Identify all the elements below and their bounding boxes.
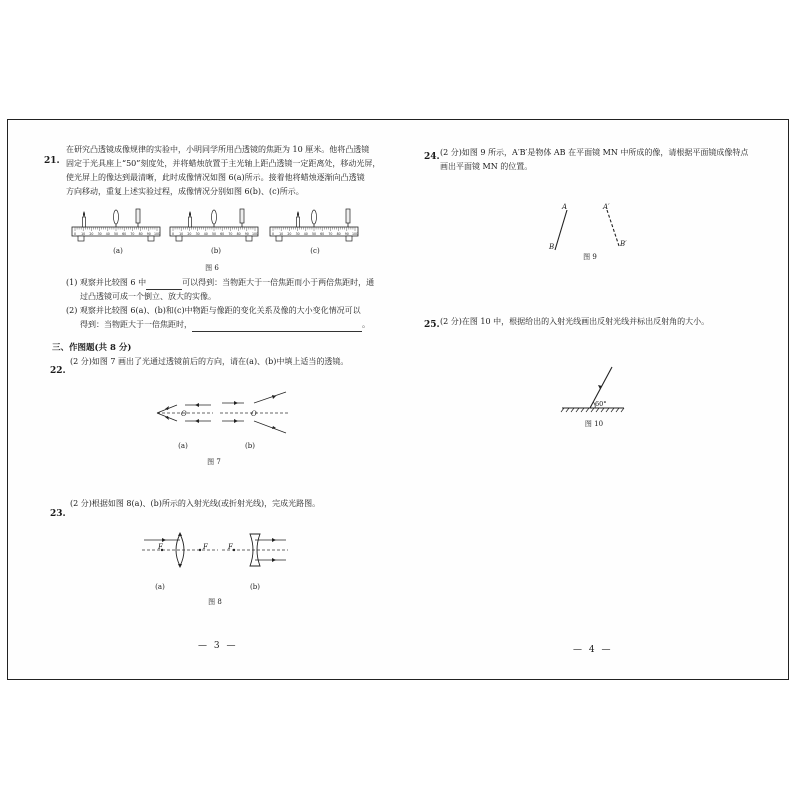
ruler-tick-label: 80 xyxy=(236,232,241,236)
question-21-line-1: 在研究凸透镜成像规律的实验中，小明同学所用凸透镜的焦距为 10 厘米。他将凸透镜 xyxy=(66,145,370,154)
ruler-tick-label: 40 xyxy=(303,232,308,236)
part-1-text-a: 观察并比较图 6 中 xyxy=(79,278,147,287)
question-24-line-2: 画出平面镜 MN 的位置。 xyxy=(440,162,533,171)
ruler-tick-label: 100 xyxy=(153,232,161,236)
point-b-prime-label: B′ xyxy=(620,240,627,248)
part-1-text-b: 可以得到：当物距大于一倍焦距而小于两倍焦距时，通 xyxy=(182,278,375,287)
page-number-right: — 4 — xyxy=(573,645,613,655)
figure-6-label-b: (b) xyxy=(211,247,221,255)
figure-8-convex-lens-diagram xyxy=(140,530,220,570)
ruler-tick-label: 100 xyxy=(351,232,359,236)
ruler-tick-label: 30 xyxy=(195,232,200,236)
part-2-text-a: 得到：当物距大于一倍焦距时， xyxy=(80,320,192,329)
ruler-tick-label: 20 xyxy=(89,232,94,236)
figure-8-label-a: (a) xyxy=(155,583,165,591)
ruler-tick-label: 50 xyxy=(311,232,317,236)
angle-label: 60° xyxy=(595,400,607,408)
figure-7-o-label-b: O xyxy=(251,410,257,418)
question-24-number: 24. xyxy=(424,152,440,162)
ruler-tick-label: 80 xyxy=(138,232,143,236)
figure-10-caption: 图 10 xyxy=(584,420,604,428)
exam-sheet xyxy=(7,119,789,680)
point-a-prime-label: A′ xyxy=(603,203,610,211)
ruler-tick-label: 80 xyxy=(336,232,341,236)
ruler-tick-label: 40 xyxy=(203,232,208,236)
figure-6-label-a: (a) xyxy=(113,247,123,255)
ruler-tick-label: 90 xyxy=(146,232,151,236)
ruler-tick-label: 0 xyxy=(73,232,77,236)
point-a-label: A xyxy=(562,203,568,211)
ruler-tick-label: 30 xyxy=(295,232,300,236)
ruler-tick-label: 10 xyxy=(81,232,86,236)
figure-8-f-label-3: F xyxy=(228,543,233,551)
ruler-tick-label: 50 xyxy=(211,232,217,236)
ruler-tick-label: 30 xyxy=(97,232,102,236)
question-21-line-4: 方向移动，重复上述实验过程，成像情况分别如图 6(b)、(c)所示。 xyxy=(66,187,304,196)
question-21-part-1-line-2: 过凸透镜可成一个倒立、放大的实像。 xyxy=(80,292,216,301)
ruler-tick-label: 90 xyxy=(344,232,349,236)
question-21-part-2-line-1 xyxy=(66,304,361,318)
optical-bench-b xyxy=(168,205,260,245)
point-b-label: B xyxy=(549,243,555,251)
ruler-tick-label: 20 xyxy=(187,232,192,236)
optical-bench-a xyxy=(70,205,162,245)
question-25-text: (2 分)在图 10 中，根据给出的入射光线画出反射光线并标出反射角的大小。 xyxy=(440,317,710,326)
figure-6-caption: 图 6 xyxy=(205,264,219,272)
ruler-tick-label: 0 xyxy=(271,232,275,236)
ruler-tick-label: 10 xyxy=(279,232,284,236)
part-1-number: (1) xyxy=(66,278,78,287)
ruler-tick-label: 70 xyxy=(328,232,333,236)
part-2-text-b: 。 xyxy=(362,320,370,329)
question-23-number: 23. xyxy=(50,509,66,519)
ruler-tick-label: 60 xyxy=(122,232,127,236)
question-21-part-1-line-1 xyxy=(66,276,374,290)
ruler-tick-label: 40 xyxy=(105,232,110,236)
figure-6-label-c: (c) xyxy=(310,247,320,255)
ruler-tick-label: 60 xyxy=(320,232,325,236)
section-number: 三、 xyxy=(52,343,70,353)
ruler-tick-label: 20 xyxy=(287,232,292,236)
ruler-tick-label: 0 xyxy=(171,232,175,236)
question-23-text: (2 分)根据如图 8(a)、(b)所示的入射光线(或折射光线)，完成光路图。 xyxy=(70,499,321,508)
question-21-number: 21. xyxy=(44,156,60,166)
answer-blank-1[interactable] xyxy=(146,278,182,290)
figure-8-caption: 图 8 xyxy=(208,598,222,606)
page-number-left: — 3 — xyxy=(198,641,238,651)
section-title: 作图题(共 8 分) xyxy=(69,343,132,353)
figure-7-o-label-a: O xyxy=(181,410,187,418)
figure-8-label-b: (b) xyxy=(250,583,260,591)
part-2-text: 观察并比较图 6(a)、(b)和(c)中物距与像距的变化关系及像的大小变化情况可以 xyxy=(79,306,361,315)
ruler-tick-label: 60 xyxy=(220,232,225,236)
question-22-text: (2 分)如图 7 画出了光通过透镜前后的方向，请在(a)、(b)中填上适当的透镜。 xyxy=(70,357,349,366)
question-21-line-3: 使光屏上的像达到最清晰，此时成像情况如图 6(a)所示。接着他将蜡烛逐渐向凸透镜 xyxy=(66,173,365,182)
figure-8-f-label-2: F xyxy=(203,543,208,551)
figure-9-caption: 图 9 xyxy=(583,253,597,261)
part-2-number: (2) xyxy=(66,306,78,315)
ruler-tick-label: 100 xyxy=(251,232,259,236)
ruler-tick-label: 90 xyxy=(244,232,249,236)
figure-7-label-b: (b) xyxy=(245,442,255,450)
figure-7-label-a: (a) xyxy=(178,442,188,450)
section-3-heading xyxy=(52,341,131,353)
question-22-number: 22. xyxy=(50,366,66,376)
ruler-tick-label: 50 xyxy=(113,232,119,236)
question-21-part-2-line-2 xyxy=(80,318,370,332)
figure-8-f-label-1: F xyxy=(158,543,163,551)
ruler-tick-label: 10 xyxy=(179,232,184,236)
optical-bench-c xyxy=(268,205,360,245)
question-24-line-1: (2 分)如图 9 所示，A′B′是物体 AB 在平面镜 MN 中所成的像，请根据平面镜成像特点 xyxy=(440,148,749,157)
ruler-tick-label: 70 xyxy=(130,232,135,236)
ruler-tick-label: 70 xyxy=(228,232,233,236)
question-25-number: 25. xyxy=(424,320,440,330)
answer-blank-2[interactable] xyxy=(192,320,362,332)
figure-7-caption: 图 7 xyxy=(207,458,221,466)
question-21-line-2: 固定于光具座上“50”刻度处，并将蜡烛放置于主光轴上距凸透镜一定距离处，移动光屏， xyxy=(66,159,381,168)
